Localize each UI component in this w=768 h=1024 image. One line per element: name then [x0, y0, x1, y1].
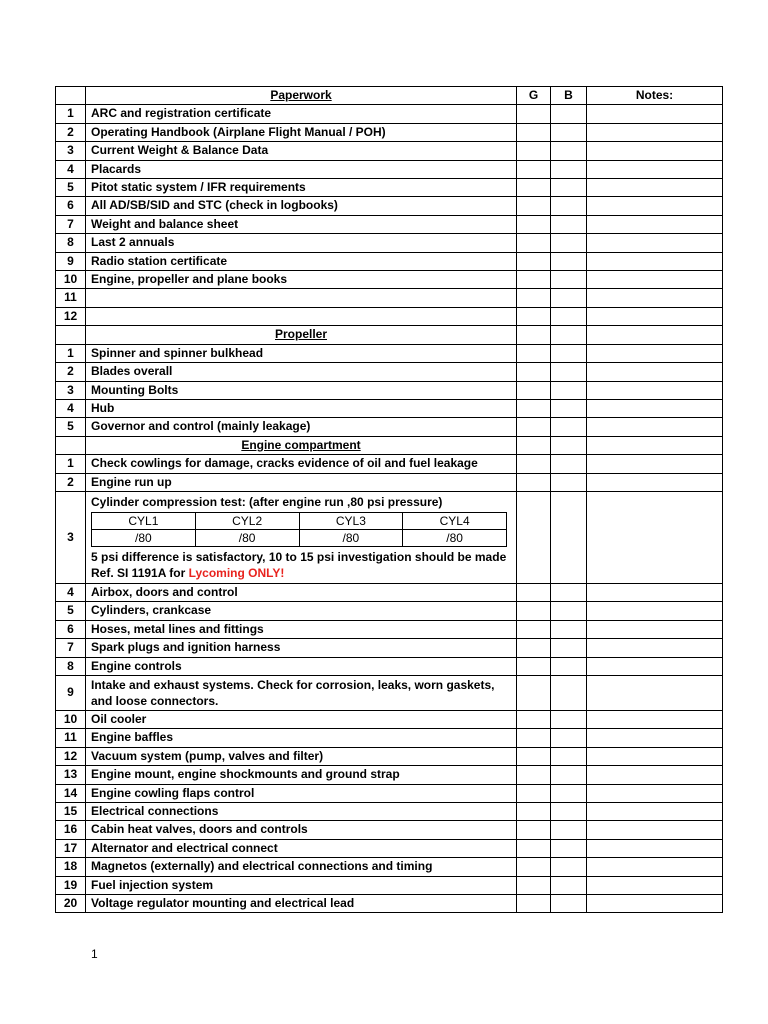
checkbox-g-cell[interactable]	[517, 876, 551, 894]
checkbox-b-cell[interactable]	[551, 784, 587, 802]
cylinder-value[interactable]: /80	[299, 529, 403, 546]
item-number: 18	[56, 858, 86, 876]
item-number: 6	[56, 620, 86, 638]
notes-cell[interactable]	[587, 160, 723, 178]
item-number: 7	[56, 639, 86, 657]
item-number: 2	[56, 123, 86, 141]
checkbox-b-cell[interactable]	[551, 234, 587, 252]
notes-cell[interactable]	[587, 747, 723, 765]
notes-cell[interactable]	[587, 639, 723, 657]
cylinder-header-row	[92, 512, 507, 529]
notes-cell[interactable]	[587, 381, 723, 399]
checkbox-g-cell[interactable]	[517, 142, 551, 160]
item-number: 7	[56, 215, 86, 233]
notes-cell[interactable]	[587, 766, 723, 784]
item-number: 17	[56, 839, 86, 857]
checkbox-g-cell[interactable]	[517, 105, 551, 123]
section-number-cell	[56, 326, 86, 344]
item-label: Engine mount, engine shockmounts and ground strap	[86, 766, 517, 784]
item-label: Check cowlings for damage, cracks evidence of oil and fuel leakage	[86, 455, 517, 473]
checklist-row	[56, 858, 723, 876]
checkbox-b-cell[interactable]	[551, 105, 587, 123]
item-number: 1	[56, 344, 86, 362]
item-label: Mounting Bolts	[86, 381, 517, 399]
checkbox-b-cell[interactable]	[551, 455, 587, 473]
checkbox-b-cell[interactable]	[551, 326, 587, 344]
cylinder-value-row	[92, 529, 507, 546]
engine-section-row	[56, 436, 723, 454]
checklist-row	[56, 234, 723, 252]
checkbox-g-cell[interactable]	[517, 491, 551, 583]
checkbox-b-cell[interactable]	[551, 895, 587, 913]
checkbox-b-cell[interactable]	[551, 215, 587, 233]
item-number: 11	[56, 729, 86, 747]
checkbox-g-cell[interactable]	[517, 639, 551, 657]
item-number: 14	[56, 784, 86, 802]
checkbox-g-cell[interactable]	[517, 729, 551, 747]
cylinder-value[interactable]: /80	[92, 529, 196, 546]
checkbox-b-cell[interactable]	[551, 160, 587, 178]
checklist-row	[56, 179, 723, 197]
notes-cell[interactable]	[587, 289, 723, 307]
checklist-row	[56, 784, 723, 802]
item-label: Intake and exhaust systems. Check for corrosion, leaks, worn gaskets, and loose connectors.	[86, 675, 517, 710]
item-label: Placards	[86, 160, 517, 178]
item-number: 3	[56, 381, 86, 399]
item-number: 5	[56, 418, 86, 436]
reference-text: Ref. SI 1191A for	[91, 565, 189, 580]
notes-cell[interactable]	[587, 363, 723, 381]
cylinder-header: CYL3	[299, 512, 403, 529]
item-label: Cabin heat valves, doors and controls	[86, 821, 517, 839]
notes-cell[interactable]	[587, 876, 723, 894]
inspection-checklist-table	[55, 86, 723, 913]
cylinder-header: CYL2	[195, 512, 299, 529]
item-label: Vacuum system (pump, valves and filter)	[86, 747, 517, 765]
compression-test-row	[56, 491, 723, 583]
notes-cell[interactable]	[587, 895, 723, 913]
checklist-row	[56, 710, 723, 728]
checklist-row	[56, 252, 723, 270]
checkbox-b-cell[interactable]	[551, 307, 587, 325]
notes-cell[interactable]	[587, 620, 723, 638]
cylinder-header: CYL1	[92, 512, 196, 529]
item-label: ARC and registration certificate	[86, 105, 517, 123]
checkbox-b-cell[interactable]	[551, 675, 587, 710]
item-number: 2	[56, 473, 86, 491]
item-label	[86, 307, 517, 325]
checklist-row	[56, 766, 723, 784]
header-row	[56, 87, 723, 105]
column-g-heading: G	[517, 87, 551, 105]
item-number: 3	[56, 491, 86, 583]
propeller-section-row	[56, 326, 723, 344]
notes-cell[interactable]	[587, 839, 723, 857]
checklist-row	[56, 473, 723, 491]
checkbox-g-cell[interactable]	[517, 620, 551, 638]
checkbox-b-cell[interactable]	[551, 179, 587, 197]
propeller-section-heading	[86, 326, 517, 344]
item-label: Spinner and spinner bulkhead	[86, 344, 517, 362]
checklist-row	[56, 729, 723, 747]
checkbox-b-cell[interactable]	[551, 142, 587, 160]
checkbox-g-cell[interactable]	[517, 381, 551, 399]
item-number: 19	[56, 876, 86, 894]
checkbox-g-cell[interactable]	[517, 252, 551, 270]
compression-test-cell	[86, 491, 517, 583]
item-number: 10	[56, 710, 86, 728]
checkbox-b-cell[interactable]	[551, 491, 587, 583]
checkbox-g-cell[interactable]	[517, 710, 551, 728]
cylinder-header: CYL4	[403, 512, 507, 529]
checkbox-b-cell[interactable]	[551, 252, 587, 270]
checkbox-b-cell[interactable]	[551, 123, 587, 141]
checkbox-g-cell[interactable]	[517, 179, 551, 197]
item-label: Engine run up	[86, 473, 517, 491]
checklist-row	[56, 657, 723, 675]
notes-cell[interactable]	[587, 418, 723, 436]
checkbox-g-cell[interactable]	[517, 271, 551, 289]
checkbox-g-cell[interactable]	[517, 344, 551, 362]
item-number: 8	[56, 234, 86, 252]
checkbox-b-cell[interactable]	[551, 473, 587, 491]
compression-test-title: Cylinder compression test: (after engine run ,80 psi pressure)	[91, 494, 443, 509]
item-label: Engine baffles	[86, 729, 517, 747]
checkbox-g-cell[interactable]	[517, 289, 551, 307]
propeller-section-title: Propeller	[274, 327, 328, 342]
item-number: 20	[56, 895, 86, 913]
checklist-row	[56, 895, 723, 913]
checklist-row	[56, 839, 723, 857]
checkbox-b-cell[interactable]	[551, 620, 587, 638]
checklist-row	[56, 418, 723, 436]
notes-cell[interactable]	[587, 455, 723, 473]
item-number: 16	[56, 821, 86, 839]
item-number: 12	[56, 307, 86, 325]
item-label: Hoses, metal lines and fittings	[86, 620, 517, 638]
item-label: Oil cooler	[86, 710, 517, 728]
checkbox-b-cell[interactable]	[551, 839, 587, 857]
checkbox-g-cell[interactable]	[517, 657, 551, 675]
checkbox-b-cell[interactable]	[551, 729, 587, 747]
notes-cell[interactable]	[587, 179, 723, 197]
notes-cell[interactable]	[587, 399, 723, 417]
item-label: Engine cowling flaps control	[86, 784, 517, 802]
checkbox-b-cell[interactable]	[551, 821, 587, 839]
item-label: Operating Handbook (Airplane Flight Manual / POH)	[86, 123, 517, 141]
checklist-row	[56, 876, 723, 894]
item-label: Last 2 annuals	[86, 234, 517, 252]
item-label: Airbox, doors and control	[86, 583, 517, 601]
checklist-row	[56, 675, 723, 710]
checkbox-g-cell[interactable]	[517, 602, 551, 620]
notes-cell[interactable]	[587, 105, 723, 123]
checklist-row	[56, 307, 723, 325]
item-number: 1	[56, 455, 86, 473]
checkbox-g-cell[interactable]	[517, 895, 551, 913]
checkbox-g-cell[interactable]	[517, 675, 551, 710]
paperwork-heading: Paperwork	[86, 87, 517, 105]
item-label: Pitot static system / IFR requirements	[86, 179, 517, 197]
checklist-row	[56, 289, 723, 307]
notes-cell[interactable]	[587, 326, 723, 344]
cylinder-table	[91, 512, 507, 547]
notes-cell[interactable]	[587, 142, 723, 160]
checkbox-b-cell[interactable]	[551, 639, 587, 657]
item-number: 4	[56, 160, 86, 178]
checkbox-g-cell[interactable]	[517, 123, 551, 141]
notes-cell[interactable]	[587, 583, 723, 601]
item-number: 1	[56, 105, 86, 123]
checklist-row	[56, 381, 723, 399]
checkbox-g-cell[interactable]	[517, 215, 551, 233]
page-number: 1	[91, 947, 98, 961]
item-number: 4	[56, 583, 86, 601]
item-label: Spark plugs and ignition harness	[86, 639, 517, 657]
checklist-row	[56, 455, 723, 473]
checkbox-b-cell[interactable]	[551, 583, 587, 601]
notes-cell[interactable]	[587, 123, 723, 141]
notes-cell[interactable]	[587, 215, 723, 233]
column-b-heading: B	[551, 87, 587, 105]
checkbox-b-cell[interactable]	[551, 657, 587, 675]
checkbox-g-cell[interactable]	[517, 160, 551, 178]
item-number: 5	[56, 602, 86, 620]
checkbox-b-cell[interactable]	[551, 803, 587, 821]
item-number: 9	[56, 252, 86, 270]
notes-cell[interactable]	[587, 197, 723, 215]
section-number-cell	[56, 436, 86, 454]
checkbox-b-cell[interactable]	[551, 197, 587, 215]
notes-cell[interactable]	[587, 729, 723, 747]
lycoming-only-highlight: Lycoming ONLY!	[188, 565, 285, 580]
item-label: Fuel injection system	[86, 876, 517, 894]
notes-cell[interactable]	[587, 271, 723, 289]
header-number-cell	[56, 87, 86, 105]
notes-heading: Notes:	[587, 87, 723, 105]
item-label: Engine controls	[86, 657, 517, 675]
checkbox-g-cell[interactable]	[517, 821, 551, 839]
item-number: 15	[56, 803, 86, 821]
notes-cell[interactable]	[587, 473, 723, 491]
checklist-row	[56, 363, 723, 381]
notes-cell[interactable]	[587, 675, 723, 710]
notes-cell[interactable]	[587, 307, 723, 325]
cylinder-value[interactable]: /80	[403, 529, 507, 546]
item-number: 10	[56, 271, 86, 289]
checkbox-g-cell[interactable]	[517, 803, 551, 821]
compression-note: 5 psi difference is satisfactory, 10 to 15 psi investigation should be made	[91, 549, 507, 564]
checkbox-g-cell[interactable]	[517, 436, 551, 454]
item-label: Alternator and electrical connect	[86, 839, 517, 857]
item-label: Current Weight & Balance Data	[86, 142, 517, 160]
notes-cell[interactable]	[587, 858, 723, 876]
checklist-row	[56, 821, 723, 839]
compression-reference	[91, 565, 511, 581]
item-label: Governor and control (mainly leakage)	[86, 418, 517, 436]
checkbox-g-cell[interactable]	[517, 307, 551, 325]
checklist-row	[56, 639, 723, 657]
checklist-row	[56, 344, 723, 362]
checkbox-g-cell[interactable]	[517, 766, 551, 784]
item-label	[86, 289, 517, 307]
cylinder-value[interactable]: /80	[195, 529, 299, 546]
checkbox-g-cell[interactable]	[517, 784, 551, 802]
item-number: 9	[56, 675, 86, 710]
checkbox-g-cell[interactable]	[517, 473, 551, 491]
checkbox-b-cell[interactable]	[551, 363, 587, 381]
checkbox-b-cell[interactable]	[551, 381, 587, 399]
item-label: Weight and balance sheet	[86, 215, 517, 233]
item-number: 2	[56, 363, 86, 381]
checkbox-b-cell[interactable]	[551, 876, 587, 894]
checklist-row	[56, 803, 723, 821]
item-label: Blades overall	[86, 363, 517, 381]
checklist-row	[56, 215, 723, 233]
item-label: Engine, propeller and plane books	[86, 271, 517, 289]
checklist-row	[56, 271, 723, 289]
item-number: 8	[56, 657, 86, 675]
checklist-row	[56, 197, 723, 215]
item-number: 5	[56, 179, 86, 197]
checkbox-g-cell[interactable]	[517, 858, 551, 876]
checkbox-g-cell[interactable]	[517, 399, 551, 417]
item-number: 4	[56, 399, 86, 417]
checkbox-b-cell[interactable]	[551, 399, 587, 417]
item-label: All AD/SB/SID and STC (check in logbooks)	[86, 197, 517, 215]
checkbox-b-cell[interactable]	[551, 858, 587, 876]
checklist-row	[56, 583, 723, 601]
checkbox-g-cell[interactable]	[517, 455, 551, 473]
engine-section-title: Engine compartment	[241, 437, 361, 452]
notes-cell[interactable]	[587, 436, 723, 454]
item-number: 13	[56, 766, 86, 784]
notes-cell[interactable]	[587, 234, 723, 252]
item-label: Radio station certificate	[86, 252, 517, 270]
item-number: 11	[56, 289, 86, 307]
checkbox-b-cell[interactable]	[551, 289, 587, 307]
item-label: Electrical connections	[86, 803, 517, 821]
checklist-row	[56, 142, 723, 160]
checkbox-g-cell[interactable]	[517, 839, 551, 857]
checkbox-b-cell[interactable]	[551, 271, 587, 289]
checklist-row	[56, 105, 723, 123]
checklist-row	[56, 123, 723, 141]
item-number: 3	[56, 142, 86, 160]
item-number: 6	[56, 197, 86, 215]
checkbox-b-cell[interactable]	[551, 602, 587, 620]
checkbox-b-cell[interactable]	[551, 344, 587, 362]
item-label: Hub	[86, 399, 517, 417]
notes-cell[interactable]	[587, 784, 723, 802]
checkbox-g-cell[interactable]	[517, 363, 551, 381]
checklist-row	[56, 160, 723, 178]
checkbox-b-cell[interactable]	[551, 436, 587, 454]
item-number: 12	[56, 747, 86, 765]
checkbox-g-cell[interactable]	[517, 234, 551, 252]
checkbox-g-cell[interactable]	[517, 326, 551, 344]
checkbox-b-cell[interactable]	[551, 710, 587, 728]
notes-cell[interactable]	[587, 602, 723, 620]
notes-cell[interactable]	[587, 657, 723, 675]
checkbox-b-cell[interactable]	[551, 766, 587, 784]
checklist-row	[56, 620, 723, 638]
item-label: Cylinders, crankcase	[86, 602, 517, 620]
checkbox-g-cell[interactable]	[517, 583, 551, 601]
notes-cell[interactable]	[587, 821, 723, 839]
checklist-row	[56, 399, 723, 417]
checkbox-g-cell[interactable]	[517, 197, 551, 215]
checkbox-g-cell[interactable]	[517, 747, 551, 765]
notes-cell[interactable]	[587, 710, 723, 728]
item-label: Voltage regulator mounting and electrical lead	[86, 895, 517, 913]
checkbox-b-cell[interactable]	[551, 747, 587, 765]
checklist-row	[56, 602, 723, 620]
checkbox-g-cell[interactable]	[517, 418, 551, 436]
notes-cell[interactable]	[587, 252, 723, 270]
checkbox-b-cell[interactable]	[551, 418, 587, 436]
notes-cell[interactable]	[587, 803, 723, 821]
item-label: Magnetos (externally) and electrical connections and timing	[86, 858, 517, 876]
engine-section-heading	[86, 436, 517, 454]
notes-cell[interactable]	[587, 491, 723, 583]
notes-cell[interactable]	[587, 344, 723, 362]
checklist-row	[56, 747, 723, 765]
